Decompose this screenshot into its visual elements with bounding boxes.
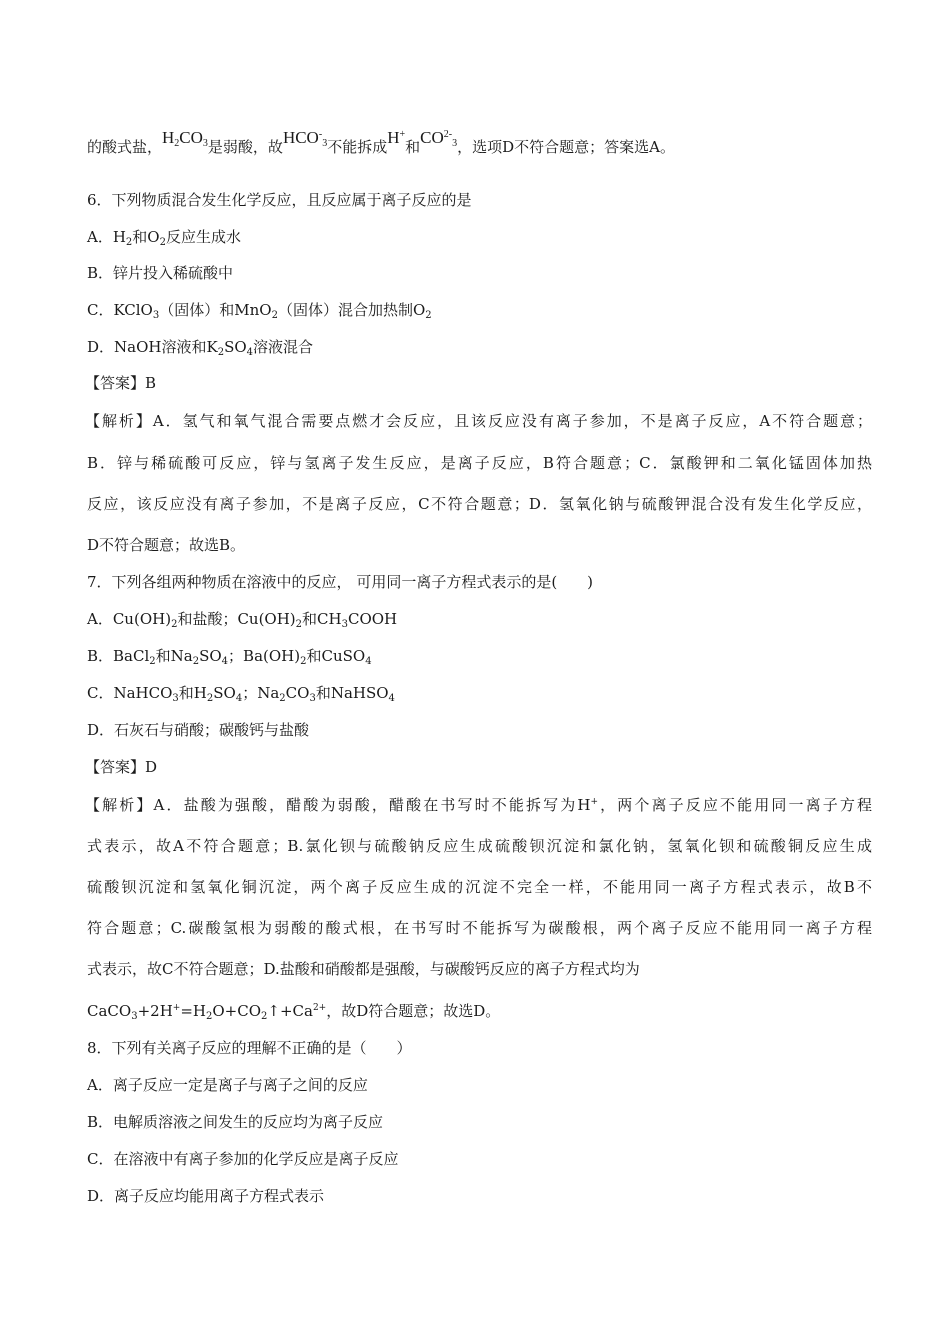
- formula-hco3: $HCO^-_3$: [282, 128, 328, 149]
- text-segment: 是弱酸，故: [207, 138, 283, 156]
- q6-explanation-line: B．锌与稀硫酸可反应，锌与氢离子发生反应，是离子反应，B符合题意；C．氯酸钾和二氧化锰固体加热: [87, 454, 872, 472]
- text-segment: 不能拆成: [327, 138, 388, 156]
- q7-answer: 【答案】D: [85, 758, 158, 776]
- formula-h2co3: $H_2CO_3$: [162, 128, 208, 149]
- text-segment: ，选项D不符合题意；答案选A。: [457, 138, 675, 156]
- q6-explanation-line: 反应，该反应没有离子参加，不是离子反应，C不符合题意；D．氢氧化钠与硫酸钾混合没有发生化学反应，: [87, 495, 872, 513]
- q6-option-c: C．KClO$_3$（固体）和MnO$_2$（固体）混合加热制$O_2$: [87, 301, 432, 321]
- q7-option-d: D．石灰石与硝酸；碳酸钙与盐酸: [87, 721, 310, 739]
- q7-stem: 7．下列各组两种物质在溶液中的反应， 可用同一离子方程式表示的是( ): [87, 573, 594, 591]
- continuation-line: [87, 128, 872, 157]
- q6-option-d: D．NaOH溶液和$K_2SO_4$溶液混合: [87, 338, 314, 358]
- q7-explanation-line: 符合题意；C.碳酸氢根为弱酸的酸式根，在书写时不能拆写为碳酸根，两个离子反应不能用同一离子方程: [87, 919, 872, 937]
- q7-explanation-line: 硫酸钡沉淀和氢氧化铜沉淀，两个离子反应生成的沉淀不完全一样，不能用同一离子方程式表示，故B不: [87, 878, 872, 896]
- q7-ionic-equation-line: $CaCO_3+2H^+=H_2O+CO_2↑+Ca^{2+}$，故D符合题意；故选D。: [87, 1002, 501, 1022]
- q8-option-c: C．在溶液中有离子参加的化学反应是离子反应: [87, 1150, 399, 1168]
- q6-explanation-line: D不符合题意；故选B。: [87, 536, 246, 554]
- q7-option-c: C．NaHCO$_3$和$H_2SO_4$；$Na_2CO_3$和NaHSO$_4$: [87, 684, 395, 704]
- q6-option-a: A．$H_2$和$O_2$反应生成水: [87, 228, 241, 248]
- q6-stem: 6．下列物质混合发生化学反应，且反应属于离子反应的是: [87, 191, 472, 209]
- q7-explanation-line: 式表示，故A不符合题意；B.氯化钡与硫酸钠反应生成硫酸钡沉淀和氯化钠，氢氧化钡和硫酸铜反应生成: [87, 837, 872, 855]
- q8-option-b: B．电解质溶液之间发生的反应均为离子反应: [87, 1113, 384, 1131]
- q7-explanation-line: 【解析】A．盐酸为强酸，醋酸为弱酸，醋酸在书写时不能拆写为H+，两个离子反应不能用同一离子方程: [85, 796, 872, 814]
- formula-co3: $CO^{2-}_3$: [420, 128, 458, 149]
- q7-option-b: B．BaCl$_2$和$Na_2SO_4$；$Ba(OH)_2$和CuSO$_4$: [87, 647, 372, 667]
- q8-option-a: A．离子反应一定是离子与离子之间的反应: [87, 1076, 368, 1094]
- q6-option-b: B．锌片投入稀硫酸中: [87, 264, 234, 282]
- text-segment: 的酸式盐，: [87, 138, 163, 156]
- formula-hplus: H+: [387, 128, 406, 147]
- q6-explanation-line: 【解析】A．氢气和氧气混合需要点燃才会反应，且该反应没有离子参加，不是离子反应，A不符合题意；: [85, 412, 872, 430]
- text-segment: 和: [405, 138, 421, 156]
- q6-answer: 【答案】B: [85, 374, 157, 392]
- q7-option-a: A．$Cu(OH)_2$和盐酸；$Cu(OH)_2$和$CH_3COOH$: [87, 610, 398, 630]
- q7-explanation-line: 式表示，故C不符合题意；D.盐酸和硝酸都是强酸，与碳酸钙反应的离子方程式均为: [87, 960, 640, 978]
- q8-stem: 8．下列有关离子反应的理解不正确的是（ ）: [87, 1039, 412, 1057]
- q8-option-d: D．离子反应均能用离子方程式表示: [87, 1187, 325, 1205]
